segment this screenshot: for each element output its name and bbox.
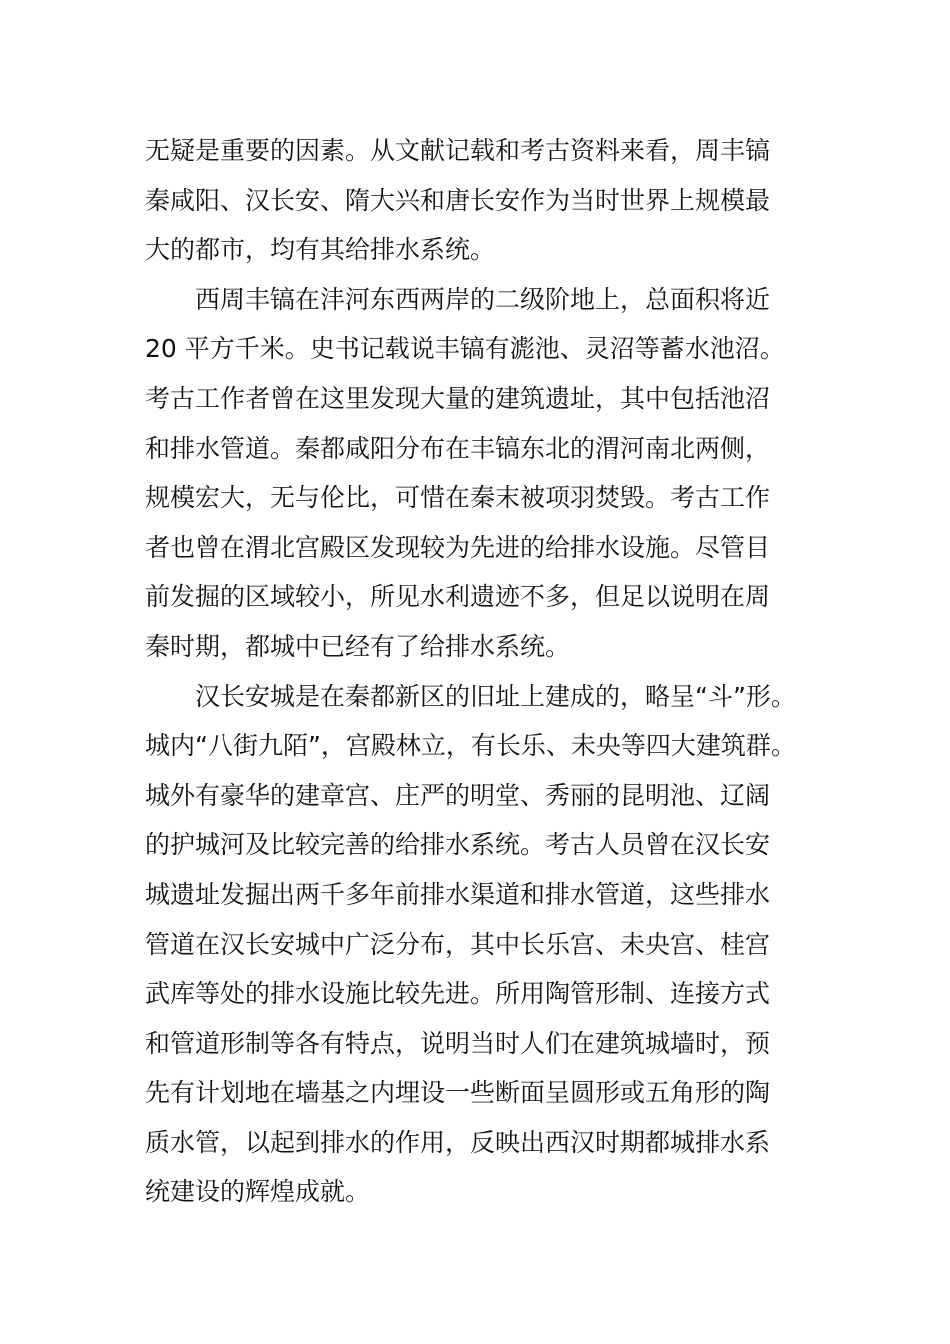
text-line: 秦时期，都城中已经有了给排水系统。 bbox=[145, 631, 571, 661]
text-line: 先有计划地在墙基之内埋设一些断面呈圆形或五角形的陶 bbox=[145, 1078, 771, 1108]
text-line: 城内“八街九陌”，宫殿林立，有长乐、未央等四大建筑群。 bbox=[145, 731, 796, 761]
text-line: 和管道形制等各有特点，说明当时人们在建筑城墙时，预 bbox=[145, 1028, 771, 1058]
text-line: 和排水管道。秦都咸阳分布在丰镐东北的渭河南北两侧， bbox=[145, 433, 771, 463]
text-line: 汉长安城是在秦都新区的旧址上建成的，略呈“斗”形。 bbox=[145, 681, 796, 711]
text-line: 规模宏大，无与伦比，可惜在秦末被项羽焚毁。考古工作 bbox=[145, 483, 771, 513]
text-line: 前发掘的区域较小，所见水利遗迹不多，但足以说明在周 bbox=[145, 582, 771, 612]
paragraph-2 bbox=[145, 275, 810, 672]
document-body bbox=[145, 126, 810, 1217]
text-line: 的护城河及比较完善的给排水系统。考古人员曾在汉长安 bbox=[145, 830, 771, 860]
text-line: 城外有豪华的建章宫、庄严的明堂、秀丽的昆明池、辽阔 bbox=[145, 780, 771, 810]
text-line: 20 平方千米。史书记载说丰镐有滮池、灵沼等蓄水池沼。 bbox=[145, 334, 785, 364]
paragraph-1 bbox=[145, 126, 810, 275]
text-line: 考古工作者曾在这里发现大量的建筑遗址，其中包括池沼 bbox=[145, 383, 771, 413]
text-line: 质水管，以起到排水的作用，反映出西汉时期都城排水系 bbox=[145, 1127, 771, 1157]
text-line: 者也曾在渭北宫殿区发现较为先进的给排水设施。尽管目 bbox=[145, 532, 771, 562]
text-line: 管道在汉长安城中广泛分布，其中长乐宫、未央宫、桂宫 bbox=[145, 929, 771, 959]
paragraph-3 bbox=[145, 672, 810, 1218]
text-line: 无疑是重要的因素。从文献记载和考古资料来看，周丰镐 bbox=[145, 136, 771, 165]
text-line: 秦咸阳、汉长安、隋大兴和唐长安作为当时世界上规模最 bbox=[145, 185, 771, 215]
text-line: 大的都市，均有其给排水系统。 bbox=[145, 235, 496, 265]
text-line: 武库等处的排水设施比较先进。所用陶管形制、连接方式 bbox=[145, 979, 771, 1009]
text-line: 西周丰镐在沣河东西两岸的二级阶地上，总面积将近 bbox=[145, 284, 771, 314]
text-line: 城遗址发掘出两千多年前排水渠道和排水管道，这些排水 bbox=[145, 879, 771, 909]
text-line: 统建设的辉煌成就。 bbox=[145, 1177, 371, 1207]
